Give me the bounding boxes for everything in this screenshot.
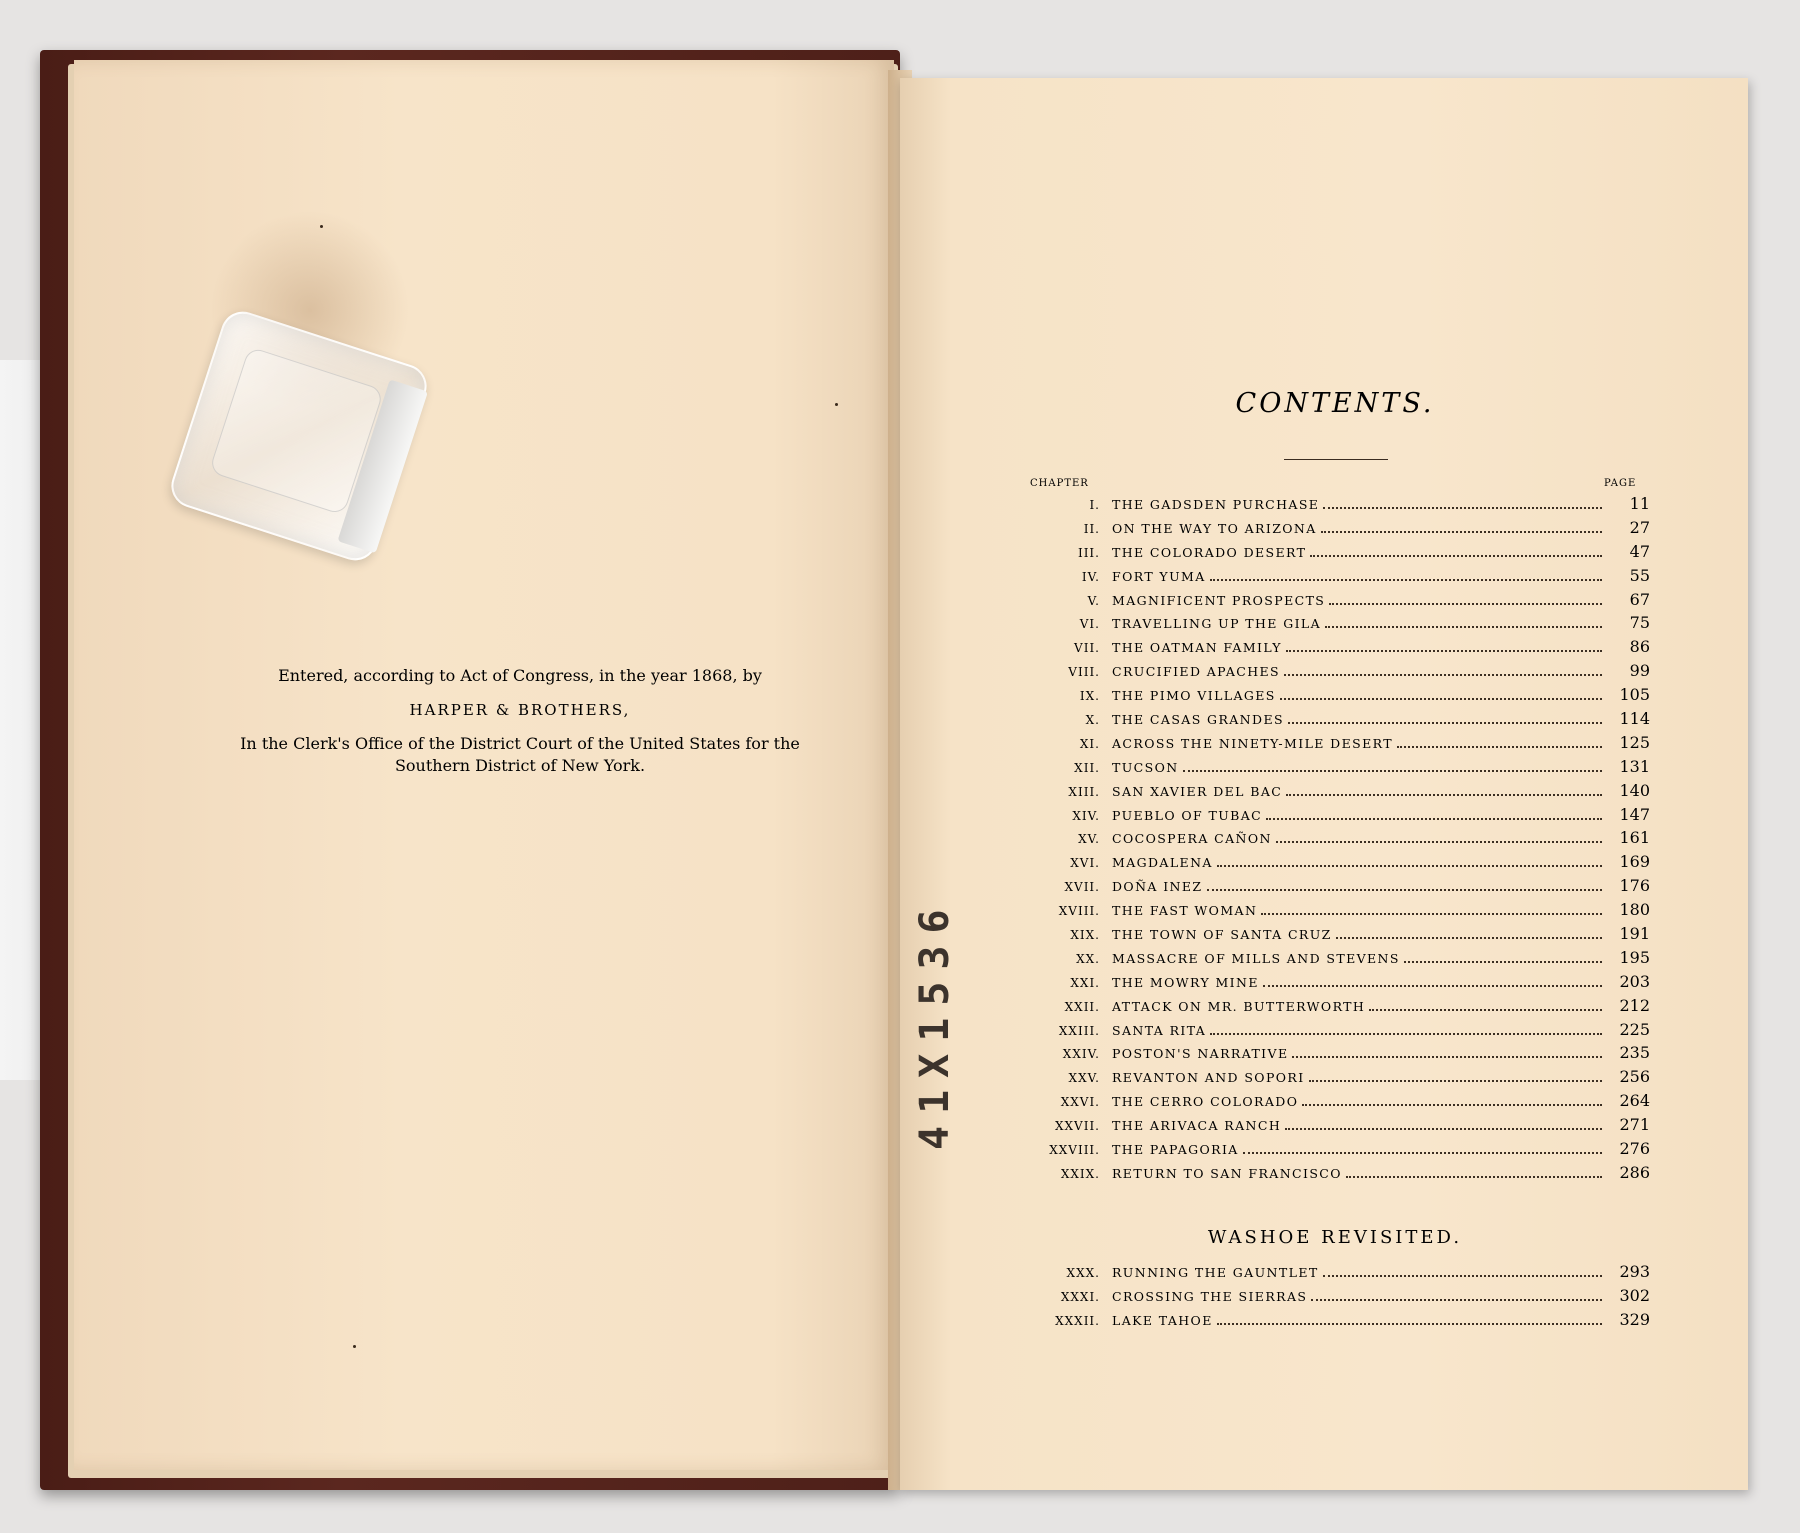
chapter-number: XXXI.: [1060, 1289, 1100, 1304]
chapter-number: XIII.: [1068, 784, 1100, 799]
toc-row: [1020, 542, 1650, 566]
chapter-title: SANTA RITA: [1112, 1022, 1207, 1038]
chapter-number: XXIII.: [1058, 1023, 1100, 1038]
toc-row: [1020, 852, 1650, 876]
chapter-number: XXI.: [1070, 975, 1100, 990]
page-number: 55: [1629, 565, 1650, 585]
leader-dots: [1288, 722, 1602, 724]
chapter-title: THE ARIVACA RANCH: [1112, 1118, 1282, 1134]
chapter-number: VIII.: [1068, 665, 1100, 680]
chapter-title: COCOSPERA CAÑON: [1112, 831, 1272, 847]
chapter-title: ATTACK ON MR. BUTTERWORTH: [1112, 998, 1366, 1014]
paper-speck: [353, 1345, 356, 1348]
chapter-number: XXIV.: [1062, 1047, 1100, 1062]
chapter-title: MAGNIFICENT PROSPECTS: [1112, 592, 1326, 608]
leader-dots: [1217, 865, 1602, 867]
leader-dots: [1263, 985, 1602, 987]
chapter-title: DOÑA INEZ: [1112, 879, 1203, 895]
chapter-title: TUCSON: [1112, 759, 1179, 775]
page-number: 276: [1619, 1139, 1650, 1159]
chapter-title: THE MOWRY MINE: [1112, 974, 1259, 990]
title-rule: [1284, 459, 1388, 460]
chapter-number: III.: [1077, 545, 1100, 560]
chapter-title: THE PAPAGORIA: [1112, 1142, 1239, 1158]
toc-row: [1020, 637, 1650, 661]
chapter-title: REVANTON AND SOPORI: [1112, 1070, 1305, 1086]
chapter-title: PUEBLO OF TUBAC: [1112, 807, 1263, 823]
chapter-number: XXXII.: [1055, 1313, 1100, 1328]
chapter-number: XI.: [1079, 736, 1100, 751]
publisher-name: HARPER & BROTHERS,: [409, 701, 631, 719]
toc-row: [1020, 1262, 1650, 1286]
page-number: 27: [1629, 517, 1650, 537]
chapter-number: IX.: [1079, 689, 1100, 704]
leader-dots: [1321, 531, 1602, 533]
page-number: 114: [1619, 709, 1650, 729]
page-number: 302: [1619, 1285, 1650, 1305]
chapter-title: FORT YUMA: [1112, 568, 1206, 584]
table-of-contents: [1020, 494, 1650, 1187]
chapter-title: POSTON'S NARRATIVE: [1112, 1046, 1289, 1062]
contents-title: CONTENTS.: [1235, 388, 1435, 419]
page-number: 105: [1619, 685, 1650, 705]
leader-dots: [1311, 1299, 1602, 1301]
toc-row: [1020, 709, 1650, 733]
chapter-title: LAKE TAHOE: [1112, 1312, 1213, 1328]
leader-dots: [1323, 1275, 1602, 1277]
chapter-number: XXIX.: [1060, 1166, 1100, 1181]
leader-dots: [1309, 1080, 1602, 1082]
page-number: 125: [1619, 732, 1650, 752]
page-number: 329: [1619, 1309, 1650, 1329]
paper-speck: [320, 225, 323, 228]
toc-row: [1020, 805, 1650, 829]
leader-dots: [1217, 1323, 1602, 1325]
leader-dots: [1397, 746, 1602, 748]
chapter-number: IV.: [1081, 569, 1100, 584]
leader-dots: [1266, 818, 1602, 820]
chapter-number: XXVII.: [1054, 1119, 1100, 1134]
toc-row: [1020, 1163, 1650, 1187]
chapter-title: THE CASAS GRANDES: [1112, 712, 1284, 728]
chapter-title: THE COLORADO DESERT: [1112, 544, 1307, 560]
page-number: 99: [1629, 661, 1650, 681]
page-number: 140: [1619, 780, 1650, 800]
chapter-number: XII.: [1074, 760, 1100, 775]
chapter-number: XVI.: [1070, 856, 1100, 871]
leader-dots: [1285, 1128, 1602, 1130]
page-number: 169: [1619, 852, 1650, 872]
toc-row: [1020, 685, 1650, 709]
toc-row: [1020, 996, 1650, 1020]
leader-dots: [1302, 1104, 1602, 1106]
chapter-number: XIX.: [1070, 928, 1100, 943]
chapter-title: CROSSING THE SIERRAS: [1112, 1288, 1308, 1304]
toc-row: [1020, 876, 1650, 900]
leader-dots: [1369, 1009, 1602, 1011]
leader-dots: [1280, 698, 1602, 700]
toc-row: [1020, 661, 1650, 685]
leader-dots: [1276, 841, 1602, 843]
page-number: 131: [1619, 756, 1650, 776]
leader-dots: [1207, 889, 1603, 891]
toc-row: [1020, 1020, 1650, 1044]
page-number: 176: [1619, 876, 1650, 896]
copyright-notice: [210, 665, 830, 777]
leader-dots: [1210, 579, 1602, 581]
chapter-column-header: CHAPTER: [1030, 478, 1089, 489]
chapter-title: CRUCIFIED APACHES: [1112, 664, 1281, 680]
chapter-number: XXVI.: [1060, 1095, 1100, 1110]
leader-dots: [1183, 770, 1602, 772]
chapter-number: VII.: [1074, 641, 1100, 656]
toc-row: [1020, 1091, 1650, 1115]
section-title: WASHOE REVISITED.: [1207, 1227, 1463, 1248]
page-number: 212: [1619, 995, 1650, 1015]
page-number: 75: [1629, 613, 1650, 633]
chapter-title: THE GADSDEN PURCHASE: [1112, 497, 1320, 512]
section-contents: [1020, 1262, 1650, 1334]
page-number: 191: [1619, 924, 1650, 944]
page-number: 195: [1619, 947, 1650, 967]
chapter-number: XVII.: [1064, 880, 1100, 895]
chapter-title: RUNNING THE GAUNTLET: [1112, 1265, 1319, 1280]
page-number: 203: [1619, 971, 1650, 991]
chapter-title: THE FAST WOMAN: [1112, 903, 1258, 919]
leader-dots: [1404, 961, 1602, 963]
page-number: 264: [1619, 1091, 1650, 1111]
toc-row: [1020, 1115, 1650, 1139]
toc-row: [1020, 781, 1650, 805]
chapter-title: THE CERRO COLORADO: [1112, 1094, 1299, 1110]
page-number: 67: [1629, 589, 1650, 609]
toc-row: [1020, 590, 1650, 614]
leader-dots: [1261, 913, 1602, 915]
toc-row: [1020, 924, 1650, 948]
chapter-number: XXII.: [1064, 999, 1100, 1014]
toc-row: [1020, 757, 1650, 781]
page-number: 180: [1619, 900, 1650, 920]
chapter-number: XV.: [1078, 832, 1100, 847]
leader-dots: [1210, 1033, 1602, 1035]
leader-dots: [1292, 1056, 1602, 1058]
chapter-number: XXV.: [1068, 1071, 1100, 1086]
chapter-title: THE TOWN OF SANTA CRUZ: [1112, 927, 1332, 943]
chapter-number: XXVIII.: [1049, 1143, 1100, 1158]
page-number: 47: [1629, 541, 1650, 561]
page-number: 256: [1619, 1067, 1650, 1087]
page-number: 293: [1619, 1262, 1650, 1281]
toc-row: [1020, 1043, 1650, 1067]
toc-row: [1020, 972, 1650, 996]
page-number: 147: [1619, 804, 1650, 824]
chapter-number: XIV.: [1072, 808, 1100, 823]
leader-dots: [1346, 1176, 1602, 1178]
toc-row: [1020, 733, 1650, 757]
chapter-number: X.: [1085, 713, 1100, 728]
chapter-number: I.: [1089, 498, 1100, 512]
toc-row: [1020, 566, 1650, 590]
chapter-title: MASSACRE OF MILLS AND STEVENS: [1112, 950, 1400, 966]
page-number: 225: [1619, 1019, 1650, 1039]
copyright-line: Southern District of New York.: [394, 756, 646, 775]
chapter-title: MAGDALENA: [1112, 855, 1213, 871]
chapter-title: RETURN TO SAN FRANCISCO: [1112, 1165, 1342, 1181]
chapter-number: V.: [1087, 593, 1100, 608]
leader-dots: [1243, 1152, 1602, 1154]
page-number: 271: [1619, 1115, 1650, 1135]
chapter-title: TRAVELLING UP THE GILA: [1112, 616, 1322, 632]
leader-dots: [1286, 650, 1602, 652]
leader-dots: [1323, 507, 1602, 509]
toc-row: [1020, 1067, 1650, 1091]
chapter-title: SAN XAVIER DEL BAC: [1112, 783, 1283, 799]
page-number: 235: [1619, 1043, 1650, 1063]
chapter-title: ON THE WAY TO ARIZONA: [1112, 520, 1317, 536]
leader-dots: [1336, 937, 1602, 939]
chapter-title: THE PIMO VILLAGES: [1112, 688, 1276, 704]
chapter-number: XX.: [1076, 951, 1100, 966]
page-number: 161: [1619, 828, 1650, 848]
chapter-number: II.: [1083, 521, 1100, 536]
copyright-line: In the Clerk's Office of the District Court of the United States for the: [240, 734, 800, 753]
copyright-line: Entered, according to Act of Congress, in the year 1868, by: [278, 666, 762, 685]
toc-row: [1020, 494, 1650, 518]
chapter-number: XVIII.: [1058, 904, 1100, 919]
chapter-title: ACROSS THE NINETY-MILE DESERT: [1112, 735, 1393, 751]
page-number: 86: [1629, 637, 1650, 657]
page-number: 286: [1619, 1162, 1650, 1182]
toc-row: [1020, 828, 1650, 852]
chapter-title: THE OATMAN FAMILY: [1112, 640, 1282, 656]
toc-row: [1020, 1310, 1650, 1334]
chapter-number: XXX.: [1066, 1266, 1100, 1280]
chapter-number: VI.: [1079, 617, 1100, 632]
leader-dots: [1284, 674, 1602, 676]
toc-row: [1020, 1286, 1650, 1310]
toc-row: [1020, 613, 1650, 637]
leader-dots: [1310, 555, 1602, 557]
toc-row: [1020, 900, 1650, 924]
toc-row: [1020, 948, 1650, 972]
toc-row: [1020, 518, 1650, 542]
page-number: 11: [1629, 494, 1650, 513]
leader-dots: [1329, 603, 1602, 605]
leader-dots: [1325, 626, 1602, 628]
page-column-header: PAGE: [1604, 478, 1637, 489]
toc-row: [1020, 1139, 1650, 1163]
leader-dots: [1286, 794, 1602, 796]
paper-speck: [835, 403, 838, 406]
